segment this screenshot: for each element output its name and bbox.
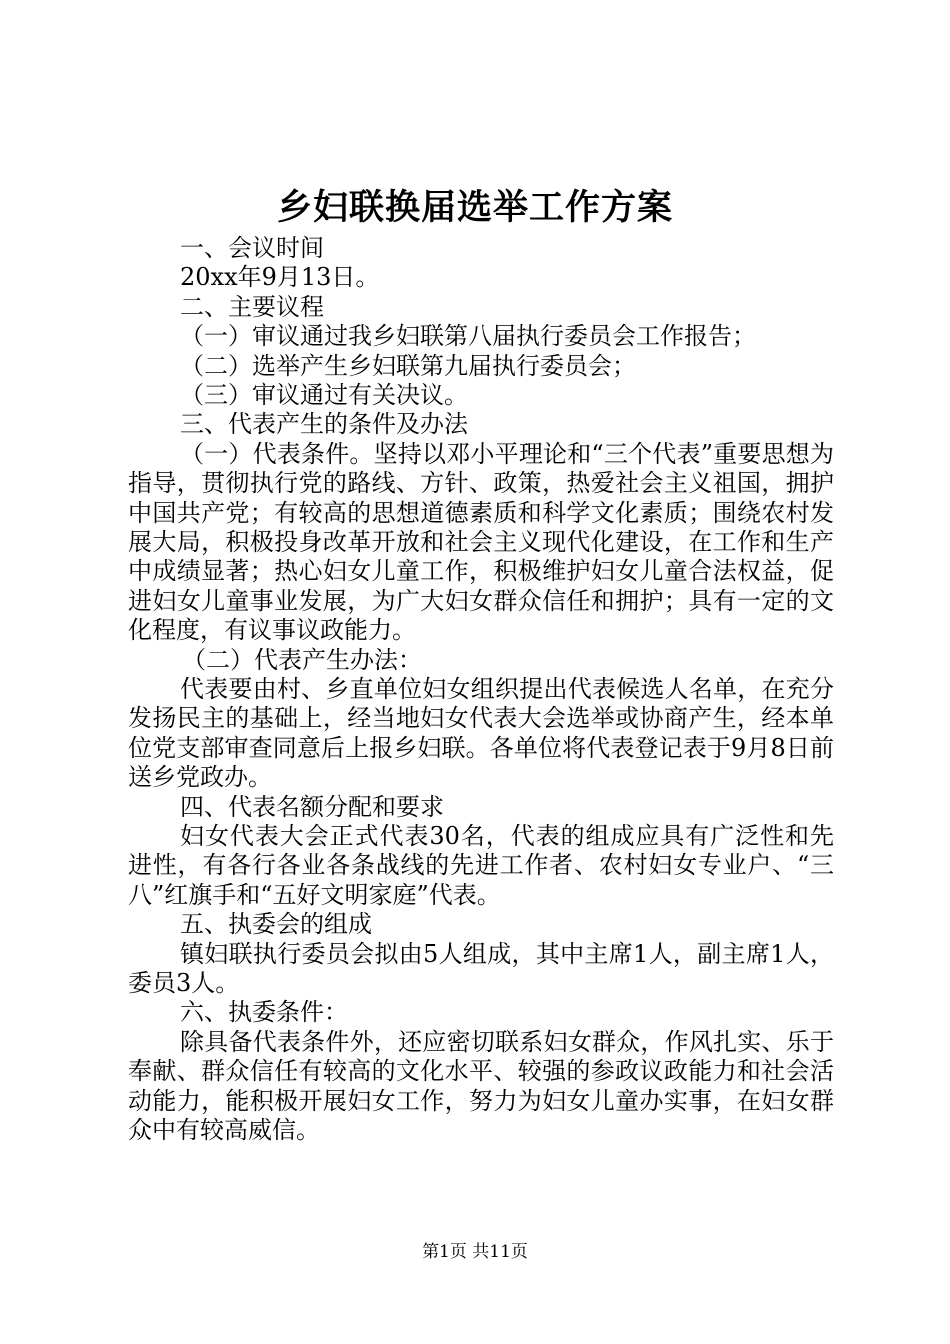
committee-paragraph: 镇妇联执行委员会拟由5人组成，其中主席1人，副主席1人，委员3人。 xyxy=(128,939,834,997)
document-body xyxy=(128,234,834,1145)
section-heading-meeting-time: 一、会议时间 xyxy=(180,234,324,262)
delegate-method-subheading: （二）代表产生办法： xyxy=(182,645,422,674)
section-heading-delegate-conditions: 三、代表产生的条件及办法 xyxy=(180,410,468,439)
section-heading-member-conditions: 六、执委条件： xyxy=(180,998,348,1027)
agenda-item-3: （三）审议通过有关决议。 xyxy=(180,380,468,409)
agenda-item-1: （一）审议通过我乡妇联第八届执行委员会工作报告； xyxy=(180,322,756,351)
quota-paragraph: 妇女代表大会正式代表30名，代表的组成应具有广泛性和先进性，有各行各业各条战线的先进工作者、农村妇女专业户、“三八”红旗手和“五好文明家庭”代表。 xyxy=(128,821,834,909)
page-footer: 第1页 共11页 xyxy=(422,1242,528,1262)
meeting-date-text: 20xx年9月13日。 xyxy=(180,263,380,292)
section-heading-committee: 五、执委会的组成 xyxy=(180,910,372,939)
member-conditions-paragraph: 除具备代表条件外，还应密切联系妇女群众，作风扎实、乐于奉献、群众信任有较高的文化水平、较强的参政议政能力和社会活动能力，能积极开展妇女工作，努力为妇女儿童办实事，在妇女群众中有较高威信。 xyxy=(128,1027,834,1145)
delegate-method-paragraph: 代表要由村、乡直单位妇女组织提出代表候选人名单，在充分发扬民主的基础上，经当地妇女代表大会选举或协商产生，经本单位党支部审查同意后上报乡妇联。各单位将代表登记表于9月8日前送乡党政办。 xyxy=(128,674,834,792)
section-heading-quota: 四、代表名额分配和要求 xyxy=(180,792,444,821)
document-title: 乡妇联换届选举工作方案 xyxy=(276,187,673,228)
delegate-conditions-paragraph: （一）代表条件。坚持以邓小平理论和“三个代表”重要思想为指导，贯彻执行党的路线、方针、政策，热爱社会主义祖国，拥护中国共产党；有较高的思想道德素质和科学文化素质；围绕农村发展大局，积极投身改革开放和社会主义现代化建设，在工作和生产中成绩显著；热心妇女儿童工作，积极维护妇女儿童合法权益，促进妇女儿童事业发展，为广大妇女群众信任和拥护；具有一定的文化程度，有议事议政能力。 xyxy=(128,439,834,645)
section-heading-agenda: 二、主要议程 xyxy=(180,292,324,321)
agenda-item-2: （二）选举产生乡妇联第九届执行委员会； xyxy=(180,351,636,380)
